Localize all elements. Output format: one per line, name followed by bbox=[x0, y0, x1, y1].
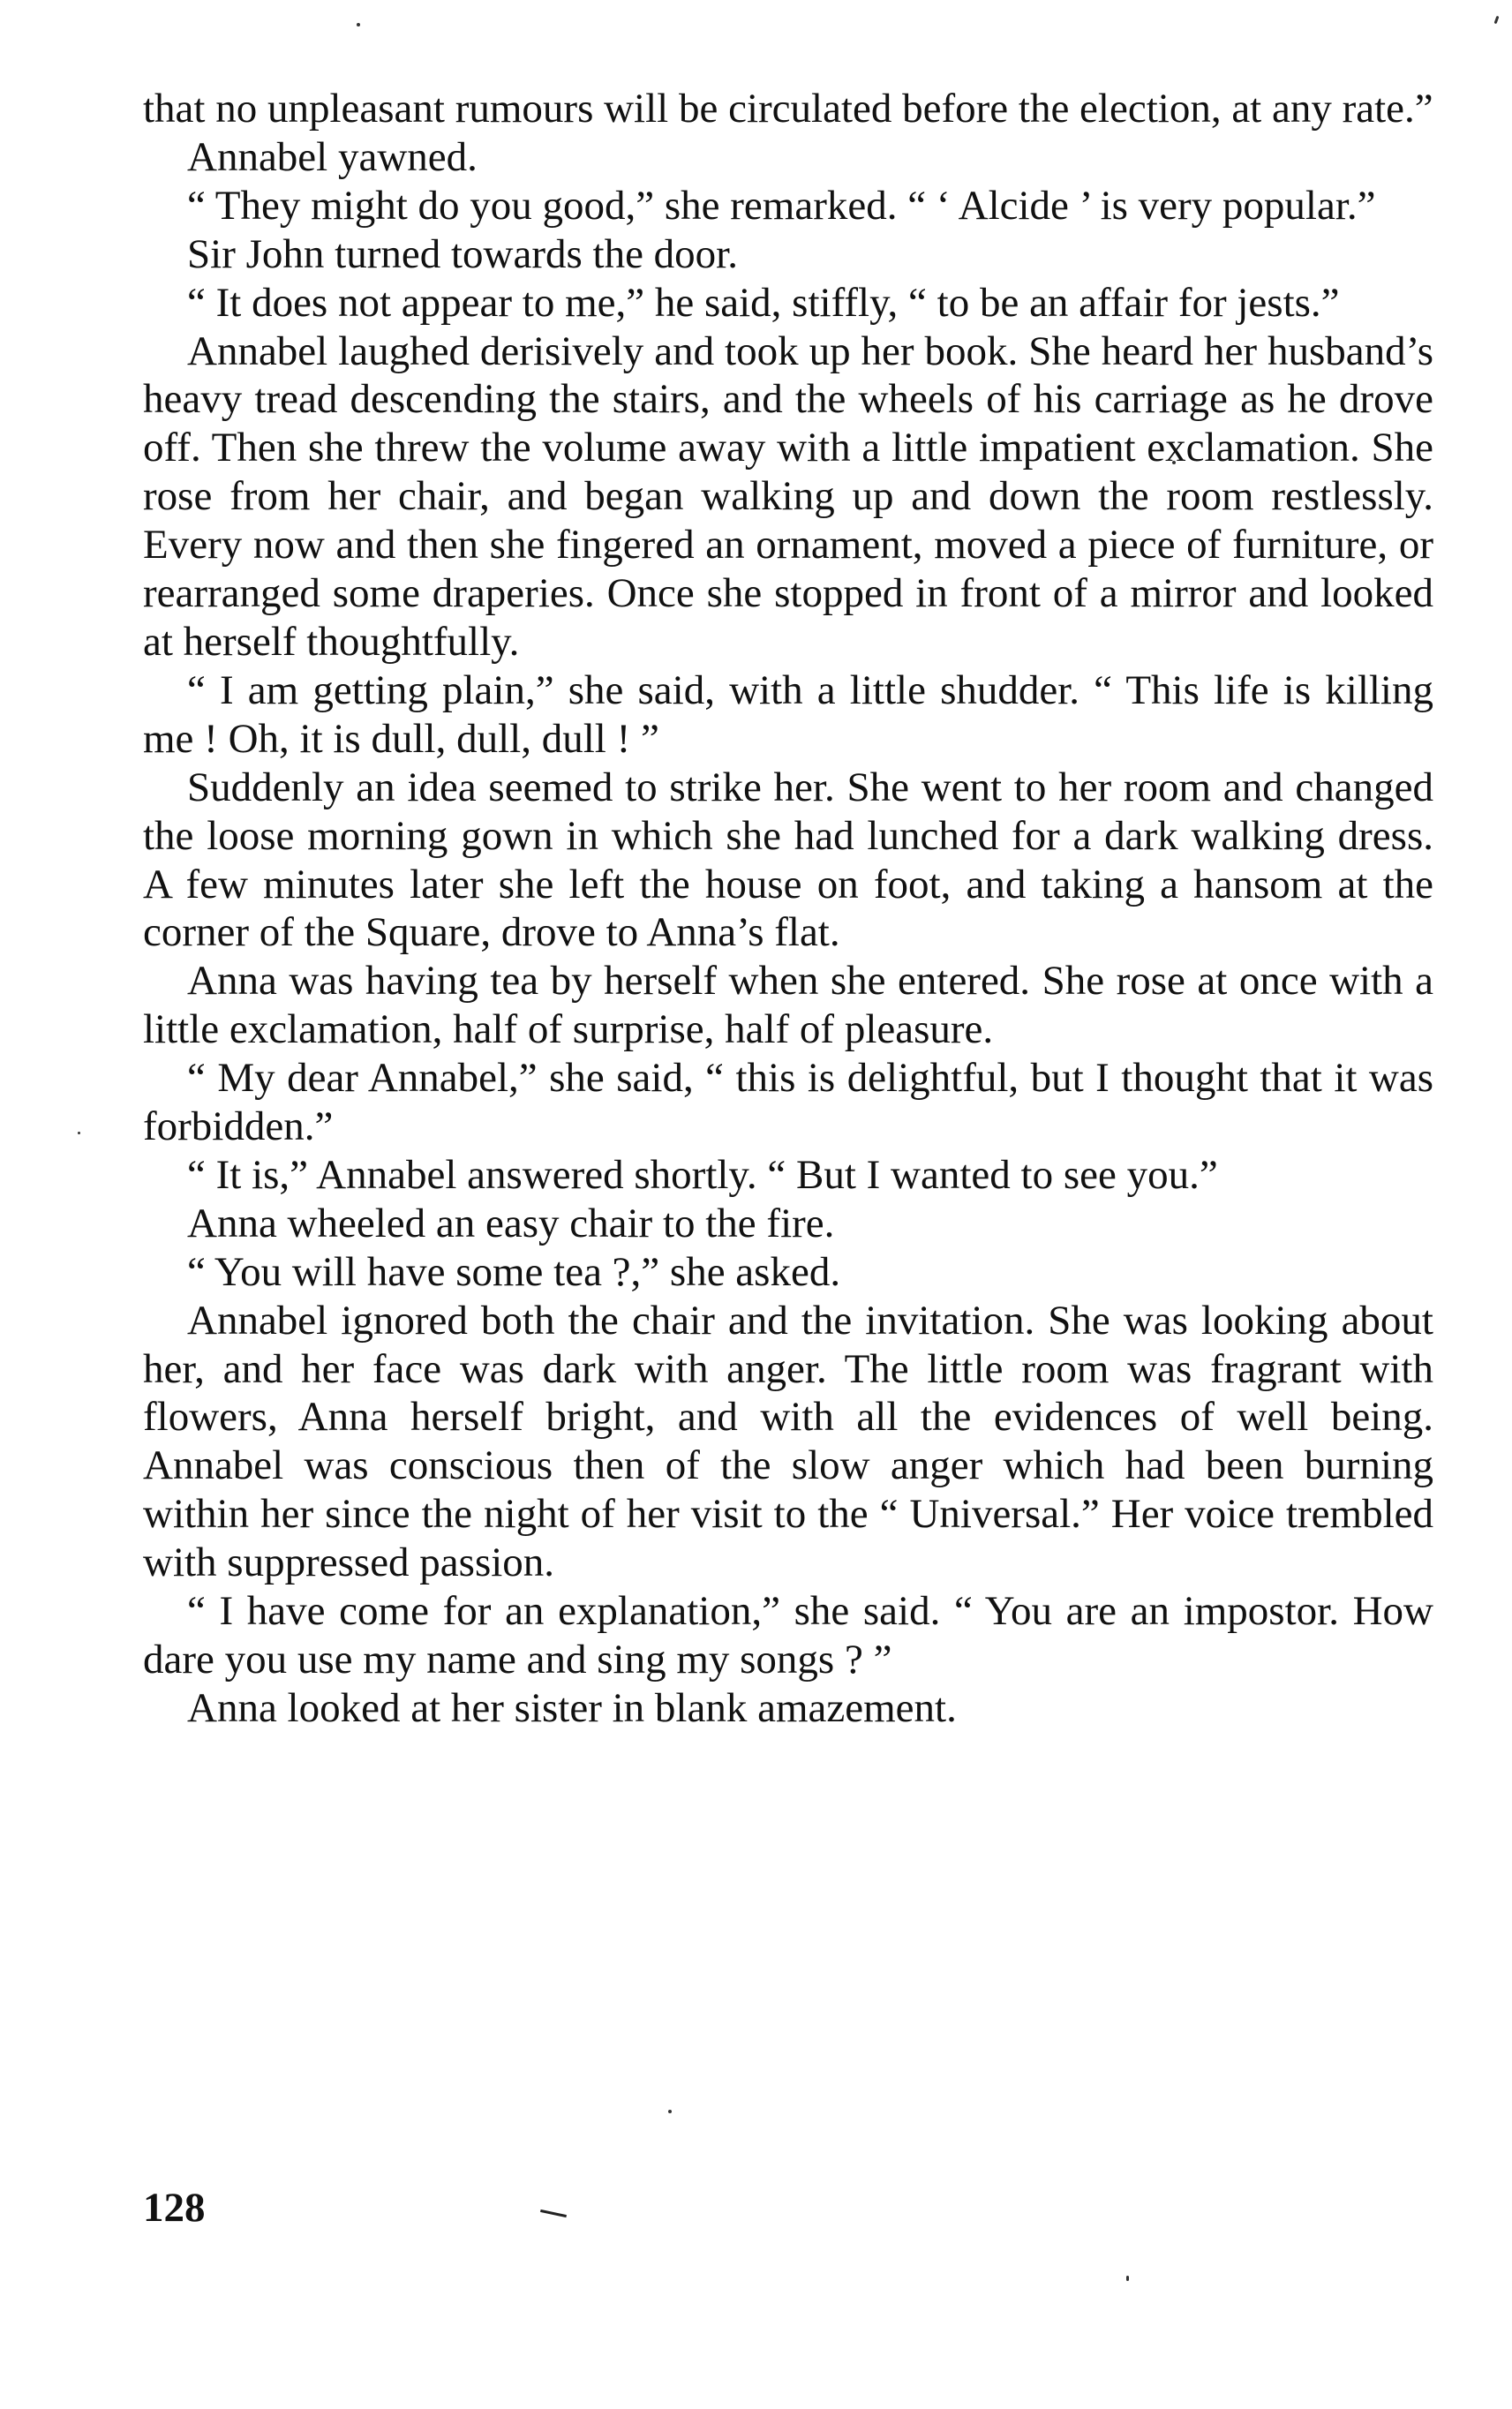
dash-mark bbox=[540, 2210, 567, 2217]
paragraph: “ My dear Annabel,” she said, “ this is delightful, but I thought that it was forbidden.” bbox=[143, 1055, 1433, 1150]
speck-mark bbox=[78, 1132, 80, 1134]
speck-mark bbox=[668, 2110, 672, 2113]
paragraph: “ It does not appear to me,” he said, stiffly, “ to be an affair for jests.” bbox=[187, 279, 1340, 326]
paragraph: “ They might do you good,” she remarked. “ ‘ Alcide ’ is very popular.” bbox=[187, 182, 1376, 229]
paragraph: “ You will have some tea ?,” she asked. bbox=[187, 1248, 841, 1295]
page-number: 128 bbox=[143, 2185, 206, 2231]
paragraph: Anna wheeled an easy chair to the fire. bbox=[187, 1200, 835, 1246]
paragraph: Annabel yawned. bbox=[187, 133, 478, 180]
paragraph: Anna was having tea by herself when she entered. She rose at once with a little exclamation, half of surprise, half of pleasure. bbox=[143, 958, 1433, 1053]
paragraph: that no unpleasant rumours will be circulated before the election, at any rate.” bbox=[143, 86, 1433, 132]
paragraph: Sir John turned towards the door. bbox=[187, 230, 738, 277]
paragraph: Annabel laughed derisively and took up her book. She heard her husband’s heavy tread descending the stairs, and the wheels of his carriage as he drove off. Then she threw the volume away with a little impatient exclamation. She rose from her chair, and began walking up and down the room restlessly. Every now and then she fingered an ornament, moved a piece of furniture, or rearranged some draperies. Once she stopped in front of a mirror and looked at herself thoughtfully. bbox=[143, 327, 1433, 665]
paragraph: “ It is,” Annabel answered shortly. “ But I wanted to see you.” bbox=[187, 1151, 1218, 1198]
paragraph: “ I am getting plain,” she said, with a little shudder. “ This life is killing me ! Oh, it is dull, dull, dull ! ” bbox=[143, 666, 1433, 762]
speck-mark bbox=[1126, 2276, 1129, 2281]
body-text bbox=[143, 85, 1433, 1733]
paragraph: Suddenly an idea seemed to strike her. She went to her room and changed the loose morning gown in which she had lunched for a dark walking dress. A few minutes later she left the house on foot, and taking a hansom at the corner of the Square, drove to Anna’s flat. bbox=[143, 764, 1433, 956]
speck-mark bbox=[357, 23, 360, 26]
speck-mark bbox=[1494, 16, 1500, 24]
paragraph: “ I have come for an explanation,” she said. “ You are an impostor. How dare you use my name and sing my songs ? ” bbox=[143, 1588, 1433, 1683]
paragraph: Anna looked at her sister in blank amazement. bbox=[187, 1684, 957, 1731]
paragraph: Annabel ignored both the chair and the invitation. She was looking about her, and her face was dark with anger. The little room was fragrant with flowers, Anna herself bright, and with all the evidences of well being. Annabel was conscious then of the slow anger which had been burning within her since the night of her visit to the “ Universal.” Her voice trembled with suppressed passion. bbox=[143, 1297, 1433, 1586]
